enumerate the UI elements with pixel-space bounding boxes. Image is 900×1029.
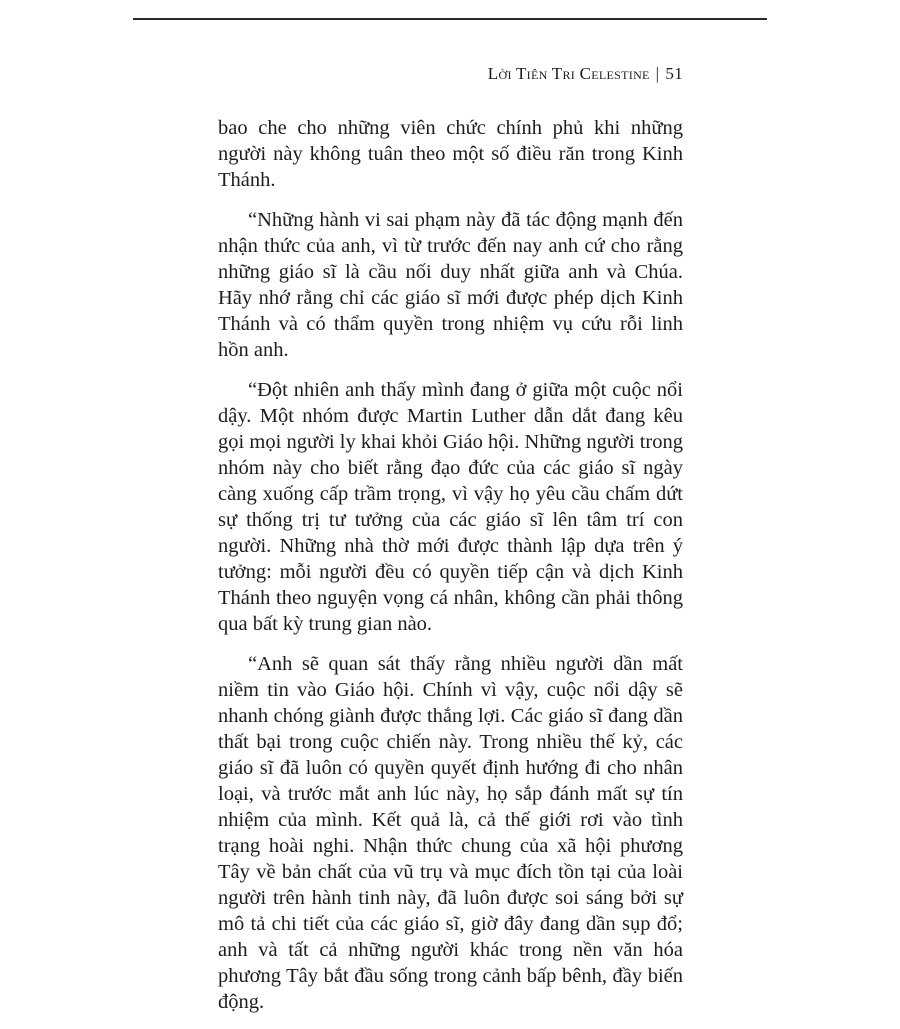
header-separator: | bbox=[655, 64, 660, 83]
paragraph: “Anh sẽ quan sát thấy rằng nhiều người dần mất niềm tin vào Giáo hội. Chính vì vậy, cuộc nổi dậy sẽ nhanh chóng giành được thắng lợi. Các giáo sĩ đang dần thất bại trong cuộc chiến này. Trong nhiều thế kỷ, các giáo sĩ đã luôn có quyền quyết định hướng đi cho nhân loại, và trước mắt anh lúc này, họ sắp đánh mất sự tín nhiệm của mình. Kết quả là, cả thế giới rơi vào tình trạng hoài nghi. Nhận thức chung của xã hội phương Tây về bản chất của vũ trụ và mục đích tồn tại của loài người trên hành tinh này, đã luôn được soi sáng bởi sự mô tả chi tiết của các giáo sĩ, giờ đây đang dần sụp đổ; anh và tất cả những người khác trong nền văn hóa phương Tây bắt đầu sống trong cảnh bấp bênh, đầy biến động. bbox=[218, 653, 683, 1013]
book-title: Lời Tiên Tri Celestine bbox=[487, 64, 650, 83]
top-rule bbox=[133, 18, 767, 20]
paragraph: “Đột nhiên anh thấy mình đang ở giữa một cuộc nổi dậy. Một nhóm được Martin Luther dẫn dắt đang kêu gọi mọi người ly khai khỏi Giáo hội. Những người trong nhóm này cho biết rằng đạo đức của các giáo sĩ ngày càng xuống cấp trầm trọng, vì vậy họ yêu cầu chấm dứt sự thống trị tư tưởng của các giáo sĩ lên tâm trí con người. Những nhà thờ mới được thành lập dựa trên ý tưởng: mỗi người đều có quyền tiếp cận và dịch Kinh Thánh theo nguyện vọng cá nhân, không cần phải thông qua bất kỳ trung gian nào. bbox=[218, 379, 683, 635]
paragraph: “Những hành vi sai phạm này đã tác động mạnh đến nhận thức của anh, vì từ trước đến nay anh cứ cho rằng những giáo sĩ là cầu nối duy nhất giữa anh và Chúa. Hãy nhớ rằng chỉ các giáo sĩ mới được phép dịch Kinh Thánh và có thẩm quyền trong nhiệm vụ cứu rỗi linh hồn anh. bbox=[218, 209, 683, 361]
running-head bbox=[218, 64, 683, 84]
page-number: 51 bbox=[665, 64, 683, 83]
page-body bbox=[218, 115, 683, 1029]
paragraph-continued: bao che cho những viên chức chính phủ khi những người này không tuân theo một số điều răn trong Kinh Thánh. bbox=[218, 117, 683, 191]
